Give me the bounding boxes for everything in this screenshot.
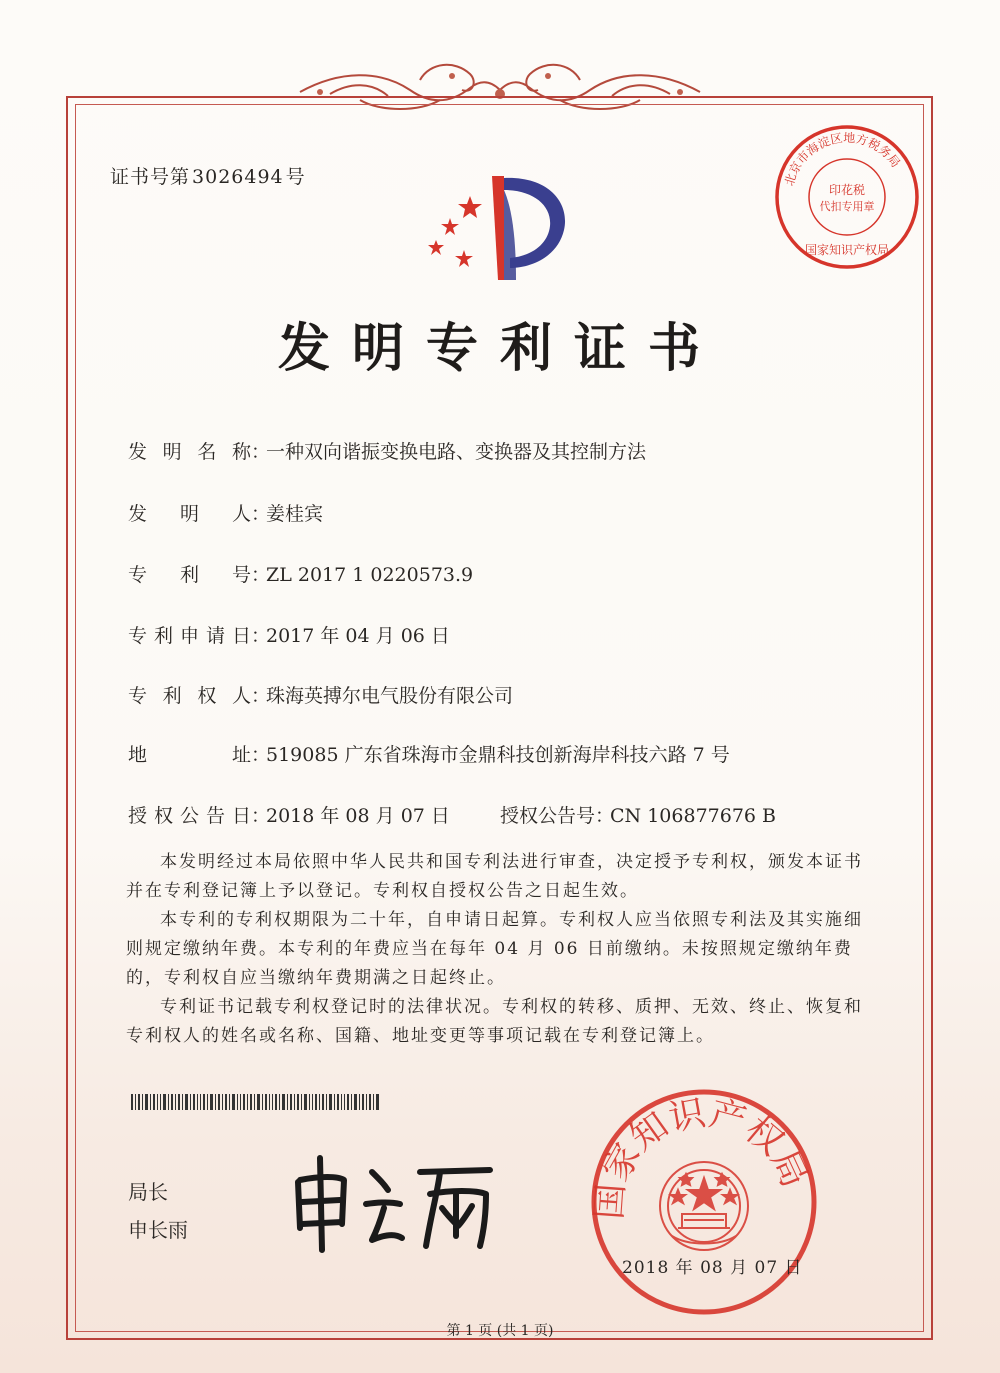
field-patent-no: 专利号：ZL 2017 1 0220573.9 (128, 560, 473, 587)
field-inventor: 发明人：姜桂宾 (128, 499, 323, 526)
field-value: 一种双向谐振变换电路、变换器及其控制方法 (266, 441, 647, 463)
field-label: 发明名称 (128, 441, 251, 463)
page-footer: 第 1 页 (共 1 页) (446, 1323, 554, 1339)
field-label: 专利权人 (128, 685, 251, 707)
field-value: 2018 年 08 月 07 日 (266, 805, 450, 827)
field-label: 专利申请日 (128, 625, 251, 647)
field-grant-no: 授权公告号：CN 106877676 B (500, 805, 777, 827)
paragraph: 专利证书记载专利权登记时的法律状况。专利权的转移、质押、无效、终止、恢复和专利权人的姓名或名称、国籍、地址变更等事项记载在专利登记簿上。 (126, 997, 863, 1046)
field-value: 519085 广东省珠海市金鼎科技创新海岸科技六路 7 号 (266, 744, 730, 766)
field-patentee: 专利权人：珠海英搏尔电气股份有限公司 (128, 681, 513, 708)
field-value: ZL 2017 1 0220573.9 (266, 564, 474, 586)
tax-stamp (772, 122, 922, 272)
tax-stamp-bottom-text: 国家知识产权局 (804, 243, 890, 257)
field-label: 发明人 (128, 503, 251, 525)
seal-top-text: 国家知识产权局 (589, 1092, 816, 1221)
tax-stamp-ring-text: 北京市海淀区地方税务局 (782, 130, 903, 188)
tax-stamp-center-line2: 代扣专用章 (819, 200, 875, 213)
certificate-number-label: 证书号第 (110, 166, 191, 188)
sipo-logo-icon (420, 168, 585, 288)
handwritten-signature (280, 1150, 510, 1260)
body-text (126, 848, 866, 1051)
field-label: 地址 (128, 744, 251, 766)
field-label: 专利号 (128, 564, 251, 586)
field-label: 授权公告号 (500, 805, 596, 827)
field-application-date: 专利申请日：2017 年 04 月 06 日 (128, 621, 450, 648)
national-emblem-icon (660, 1162, 748, 1250)
barcode (131, 1094, 381, 1110)
field-label: 授权公告日 (128, 805, 251, 827)
certificate-number-value: 3026494 (192, 166, 284, 188)
signatory-name: 申长雨 (128, 1218, 188, 1242)
field-value: CN 106877676 B (610, 805, 777, 827)
field-address: 地址：519085 广东省珠海市金鼎科技创新海岸科技六路 7 号 (128, 740, 730, 767)
tax-stamp-center-line1: 印花税 (828, 183, 866, 197)
field-grant-date: 授权公告日：2018 年 08 月 07 日 (128, 801, 450, 828)
signatory-title: 局长 (128, 1180, 168, 1204)
document-title: 发明专利证书 (277, 319, 722, 379)
paragraph: 本发明经过本局依照中华人民共和国专利法进行审查，决定授予专利权，颁发本证书并在专利登记簿上予以登记。专利权自授权公告之日起生效。 (126, 852, 863, 901)
certificate-number-suffix: 号 (285, 166, 306, 188)
field-invention-name: 发明名称：一种双向谐振变换电路、变换器及其控制方法 (128, 437, 646, 464)
field-value: 珠海英搏尔电气股份有限公司 (266, 685, 514, 707)
certificate-number (108, 162, 306, 189)
field-value: 2017 年 04 月 06 日 (266, 625, 450, 647)
field-value: 姜桂宾 (266, 503, 324, 525)
seal-date: 2018 年 08 月 07 日 (622, 1258, 803, 1278)
official-seal (588, 1086, 820, 1318)
paragraph: 本专利的专利权期限为二十年，自申请日起算。专利权人应当依照专利法及其实施细则规定缴纳年费。本专利的年费应当在每年 04 月 06 日前缴纳。未按照规定缴纳年费的，专利权自应当缴纳年费期满之日起终止。 (126, 910, 863, 988)
